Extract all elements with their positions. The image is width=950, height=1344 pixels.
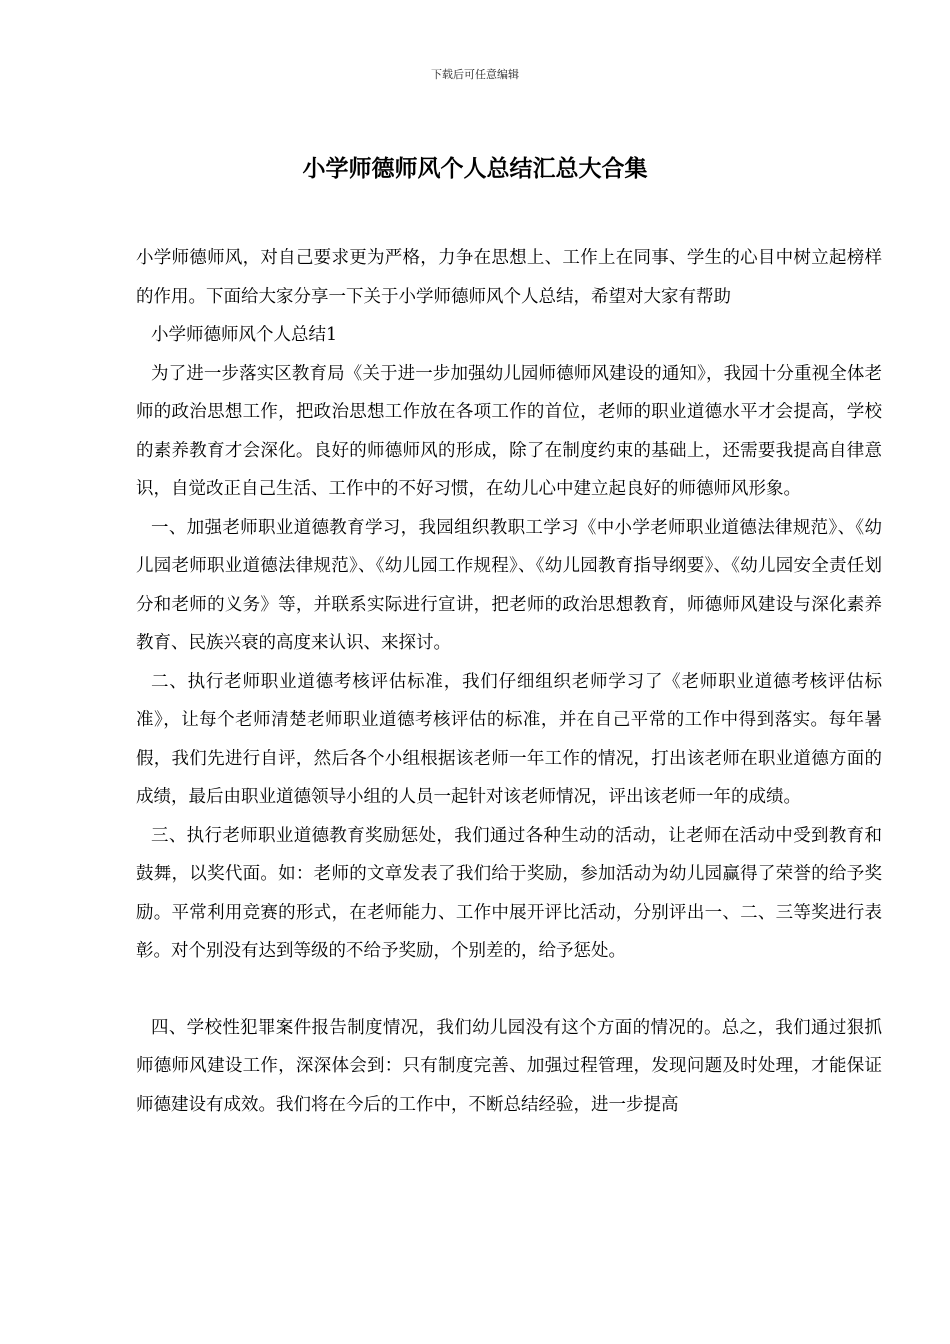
body-paragraph-5: 四、学校性犯罪案件报告制度情况，我们幼儿园没有这个方面的情况的。总之，我们通过狠抓师德师风建设工作，深深体会到：只有制度完善、加强过程管理，发现问题及时处理，才能保证师德建设有成效。我们将在今后的工作中，不断总结经验，进一步提高: [136, 1017, 882, 1115]
header-note: 下载后可任意编辑: [431, 68, 519, 81]
body-paragraph-1: 为了进一步落实区教育局《关于进一步加强幼儿园师德师风建设的通知》，我园十分重视全体老师的政治思想工作，把政治思想工作放在各项工作的首位，老师的职业道德水平才会提高，学校的素养教育才会深化。良好的师德师风的形成，除了在制度约束的基础上，还需要我提高自律意识，自觉改正自己生活、工作中的不好习惯，在幼儿心中建立起良好的师德师风形象。: [136, 363, 882, 499]
document-title: 小学师德师风个人总结汇总大合集: [302, 156, 648, 182]
body-paragraph-3: 二、执行老师职业道德考核评估标准，我们仔细组织老师学习了《老师职业道德考核评估标准》，让每个老师清楚老师职业道德考核评估的标准，并在自己平常的工作中得到落实。每年暑假，我们先进行自评，然后各个小组根据该老师一年工作的情况，打出该老师在职业道德方面的成绩，最后由职业道德领导小组的人员一起针对该老师情况，评出该老师一年的成绩。: [136, 671, 882, 807]
intro-paragraph: 小学师德师风，对自己要求更为严格，力争在思想上、工作上在同事、学生的心目中树立起榜样的作用。下面给大家分享一下关于小学师德师风个人总结，希望对大家有帮助: [136, 248, 882, 307]
body-paragraph-2: 一、加强老师职业道德教育学习，我园组织教职工学习《中小学老师职业道德法律规范》、《幼儿园老师职业道德法律规范》、《幼儿园工作规程》、《幼儿园教育指导纲要》、《幼儿园安全责任划分和老师的义务》等，并联系实际进行宣讲，把老师的政治思想教育，师德师风建设与深化素养教育、民族兴衰的高度来认识、来探讨。: [136, 517, 882, 653]
section-heading: 小学师德师风个人总结1: [151, 325, 338, 345]
body-paragraph-4: 三、执行老师职业道德教育奖励惩处，我们通过各种生动的活动，让老师在活动中受到教育和鼓舞，以奖代面。如：老师的文章发表了我们给于奖励，参加活动为幼儿园赢得了荣誉的给予奖励。平常利用竞赛的形式，在老师能力、工作中展开评比活动，分别评出一、二、三等奖进行表彰。对个别没有达到等级的不给予奖励，个别差的，给予惩处。: [136, 825, 882, 961]
paragraph-spacer: [136, 971, 882, 1009]
document-body: [136, 239, 882, 1124]
